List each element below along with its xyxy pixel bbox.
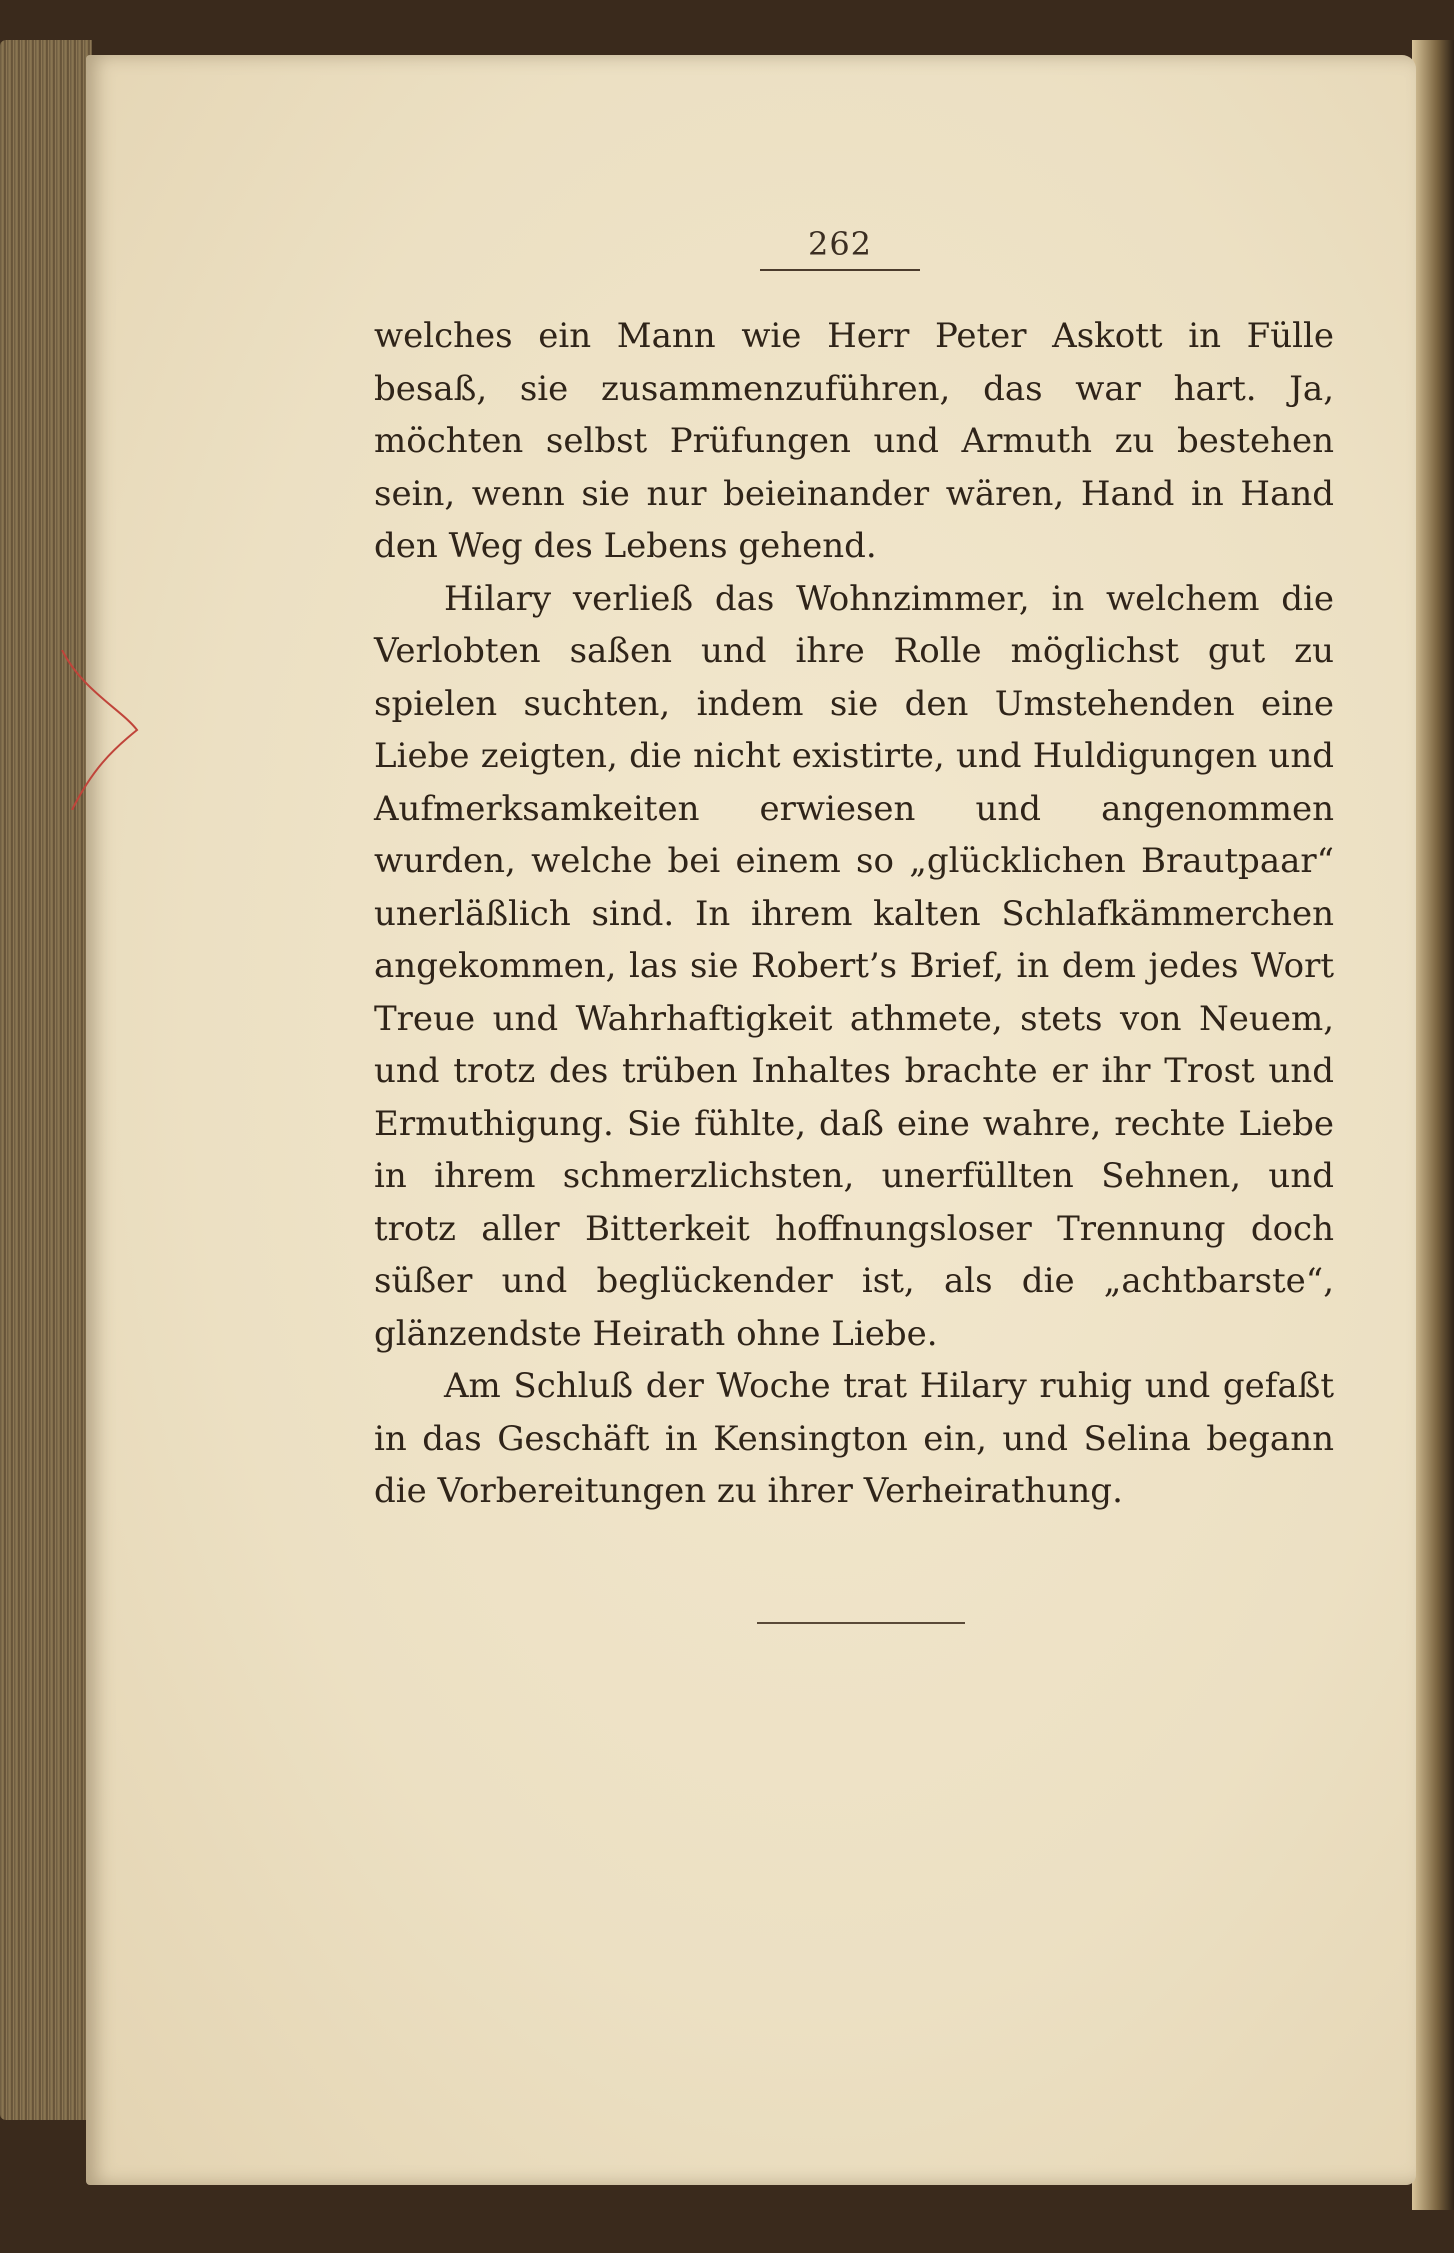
paragraph-2: Hilary verließ das Wohnzimmer, in welchem die Verlobten saßen und ihre Rolle möglichst gut zu spielen suchten, indem sie den Umstehenden eine Liebe zeigten, die nicht existirte, und Huldigungen und Aufmerksamkeiten erwiesen und angenommen wurden, welche bei einem so „glücklichen Brautpaar“ unerläßlich sind. In ihrem kalten Schlafkämmerchen angekommen, las sie Robert’s Brief, in dem jedes Wort Treue und Wahrhaftigkeit athmete, stets von Neuem, und trotz des trüben Inhaltes brachte er ihr Trost und Ermuthigung. Sie fühlte, daß eine wahre, rechte Liebe in ihrem schmerzlichsten, unerfüllten Sehnen, und trotz aller Bitterkeit hoffnungsloser Trennung doch süßer und beglückender ist, als die „achtbarste“, glänzendste Heirath ohne Liebe. <box>374 578 1334 1354</box>
chapter-end-rule <box>757 1622 965 1624</box>
body-text <box>374 310 1334 1518</box>
page-edges <box>0 40 92 2120</box>
page-number: 262 <box>807 225 873 263</box>
paragraph-3: Am Schluß der Woche trat Hilary ruhig und gefaßt in das Geschäft in Kensington ein, und Selina begann die Vorbereitungen zu ihrer Verheirathung. <box>374 1366 1334 1511</box>
header-rule <box>760 269 920 271</box>
paragraph-1: welches ein Mann wie Herr Peter Askott in Fülle besaß, sie zusammenzuführen, das war hart. Ja, möchten selbst Prüfungen und Armuth zu bestehen sein, wenn sie nur beieinander wären, Hand in Hand den Weg des Lebens gehend. <box>374 316 1334 566</box>
page-header <box>760 225 920 271</box>
right-page-edge <box>1412 40 1454 2210</box>
bookmark-thread-icon <box>52 650 142 810</box>
